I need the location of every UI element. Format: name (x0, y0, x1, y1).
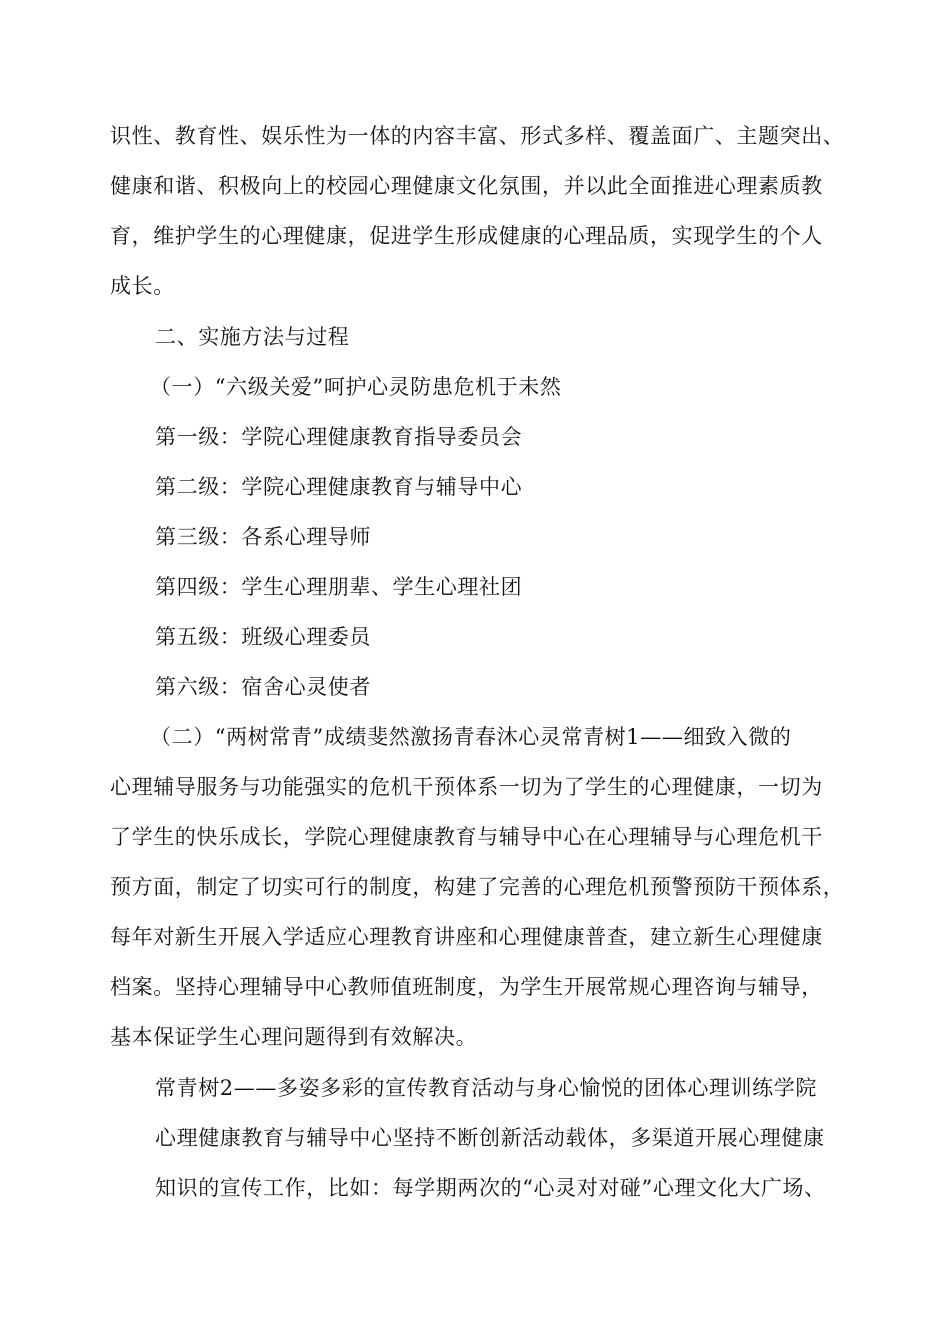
text-line: 档案。坚持心理辅导中心教师值班制度，为学生开展常规心理咨询与辅导， (110, 975, 823, 999)
text-line: 育，维护学生的心理健康，促进学生形成健康的心理品质，实现学生的个人 (110, 224, 823, 248)
list-item: 第六级：宿舍心灵使者 (155, 675, 371, 699)
text-line: 知识的宣传工作，比如：每学期两次的“心灵对对碰”心理文化大广场、 (155, 1176, 826, 1200)
subsection-heading: （二）“两树常青”成绩斐然激扬青春沐心灵常青树1——细致入微的 (150, 725, 792, 749)
list-item: 第一级：学院心理健康教育指导委员会 (155, 425, 523, 449)
text-line: 预方面，制定了切实可行的制度，构建了完善的心理危机预警预防干预体系， (110, 875, 845, 899)
list-item: 第二级：学院心理健康教育与辅导中心 (155, 475, 523, 499)
text-line: 心理健康教育与辅导中心坚持不断创新活动载体，多渠道开展心理健康 (155, 1126, 825, 1150)
list-item: 第五级：班级心理委员 (155, 625, 371, 649)
text-line: 每年对新生开展入学适应心理教育讲座和心理健康普查，建立新生心理健康 (110, 925, 823, 949)
section-heading: 二、实施方法与过程 (155, 325, 350, 349)
text-line: 常青树2——多姿多彩的宣传教育活动与身心愉悦的团体心理训练学院 (155, 1076, 817, 1100)
subsection-heading: （一）“六级关爱”呵护心灵防患危机于未然 (150, 375, 562, 399)
list-item: 第三级：各系心理导师 (155, 525, 371, 549)
text-line: 识性、教育性、娱乐性为一体的内容丰富、形式多样、覆盖面广、主题突出、 (110, 124, 845, 148)
text-line: 心理辅导服务与功能强实的危机干预体系一切为了学生的心理健康，一切为 (110, 775, 823, 799)
list-item: 第四级：学生心理朋辈、学生心理社团 (155, 575, 523, 599)
text-line: 基本保证学生心理问题得到有效解决。 (110, 1025, 478, 1049)
text-line: 健康和谐、积极向上的校园心理健康文化氛围，并以此全面推进心理素质教 (110, 174, 823, 198)
text-line: 了学生的快乐成长，学院心理健康教育与辅导中心在心理辅导与心理危机干 (110, 825, 823, 849)
text-line: 成长。 (110, 274, 175, 298)
